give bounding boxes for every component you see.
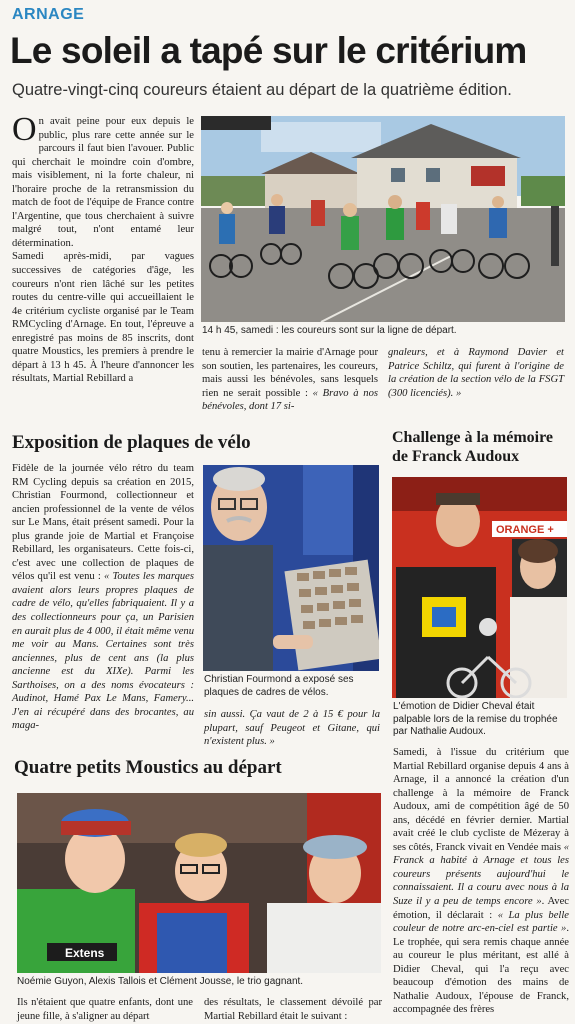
headline: Le soleil a tapé sur le critérium [10,30,527,71]
trophy-photo [392,477,567,698]
trophy-photo-caption: L'émotion de Didier Cheval était palpable lors de la remise du trophée par Nathalie Audoux. [393,701,558,737]
exposition-text: Fidèle de la journée vélo rétro du team RM Cycling depuis sa création en 2015, Christian Fourmond, collectionneur et ancien professionnel de la vente de vélos sur Le Mans, était présent samedi. Pour la plus grande joie de Martial et Françoise Rebillard, les organisateurs. Cette fois-ci, c'est avec une collection de plaques de vélos qu'il est venu : [12,463,194,583]
moustics-column-2 [204,996,382,1023]
challenge-quote-1: « Franck a habité à Arnage et tous les coureurs présents aujourd'hui le connaissaient. Il a couru avec nous à la Suze il y a peu de temps encore » [393,841,569,908]
challenge-text [393,746,569,1017]
kids-photo [17,793,381,973]
cyclists-photo [201,116,565,322]
moustics-paragraph-1: Ils n'étaient que quatre enfants, dont une jeune fille, à s'aligner au départ [17,997,193,1022]
challenge-paragraph-1: Samedi, à l'issue du critérium que Martial Rebillard organise depuis 4 ans à Arnage, il a annoncé la création d'un challenge à la mémoire de Franck Audoux, ami de compétition âgé de 50 ans, décédé en février dernier. Martial avait créé le club cycliste de Mézeray à ses côtés, Franck vivait en Vendée mais [393,747,569,853]
exposition-quote-2: sin aussi. Ça vaut de 2 à 15 € pour la plupart, sauf Peugeot et Gitane, qui n'existent plus. » [204,709,380,748]
moustics-paragraph-2: des résultats, le classement dévoilé par Martial Rebillard était le suivant : [204,997,382,1022]
exposition-column-1 [12,462,194,733]
challenge-title: Challenge à la mémoire de Franck Audoux [392,429,554,465]
kid-jersey-text: Extens [65,946,105,960]
kids-photo-caption: Noémie Guyon, Alexis Tallois et Clément Jousse, le trio gagnant. [17,976,304,987]
moustics-title: Quatre petits Moustics au départ [14,757,282,778]
main-article-quote-1: « Bravo à nos bénévoles, dont 17 si- [202,387,378,413]
dropcap: O [12,111,37,148]
main-article-paragraph-1: n avait peine pour eux depuis le public, plus rare cette année sur le parcours il faut bien l'avouer. Public qui cherchait le moindre coin d'ombre, mais visiblement, ni la forte chaleur, ni l'horaire proche de la retransmission du match de foot de l'équipe de France contre l'Argentine, que tous cherchaient à suivre malgré tout, n'ont entamé leur détermination. [12,116,194,249]
section-kicker: ARNAGE [12,6,85,23]
main-article-quote-2: gnaleurs, et à Raymond Davier et Patrice Schiltz, qui furent à l'origine de la création de la section vélo de la FSGT (300 licenciés). » [388,347,564,399]
cyclists-photo-illustration [201,116,565,322]
main-article-column-2 [202,346,378,414]
cyclists-photo-caption: 14 h 45, samedi : les coureurs sont sur la ligne de départ. [202,325,457,336]
exposition-title: Exposition de plaques de vélo [12,432,251,453]
subheadline: Quatre-vingt-cinq coureurs étaient au départ de la quatrième édition. [12,81,512,99]
main-article-column-1 [12,111,194,386]
collector-photo-caption: Christian Fourmond a exposé ses plaques de cadres de vélos. [204,674,354,698]
main-article-column-3 [388,346,564,400]
trophy-sign-text: ORANGE + [496,524,554,536]
exposition-column-2 [204,708,380,749]
challenge-quote-2: « La plus belle couleur de notre arc-en-ciel est partie » [393,909,569,935]
kids-photo-illustration [17,793,381,973]
trophy-photo-illustration [392,477,567,698]
challenge-paragraph-2: . Avec émotion, il déclarait : [393,896,570,921]
main-article-paragraph-3: tenu à remercier la mairie d'Arnage pour son soutien, les partenaires, les coureurs, mais aussi les bénévoles, sans lesquels rien ne serait possible : [202,347,378,399]
collector-photo-illustration [203,465,379,671]
exposition-quote-1: « Toutes les marques avaient alors leurs propres plaques de cadre de vélo, qu'elles fabriquaient. Il y a des collectionneurs pour ça, un Parisien en aurait plus de 4 000, il était même venu me voir au Mans. Certaines sont très anciennes, plus de cent ans (la plus ancienne est du XIXe). Parmi les Sarthoises, on a des noms évocateurs : Audinot, Hamé Pax Le Mans, Famery... J'en ai récupéré dans des brocantes, au maga- [12,571,194,732]
collector-photo [203,465,379,671]
moustics-column-1 [17,996,193,1023]
challenge-paragraph-3: . Le trophée, qui sera remis chaque année au coureur le plus méritant, est allé à Didier Cheval, qui l'a reçu avec beaucoup d'émotion des mains de Nathalie Audoux, l'épouse de Franck, accompagnée des frères [393,923,569,1016]
main-article-paragraph-2: Samedi après-midi, par vagues successives de catégories d'âge, les coureurs n'ont rien lâché sur les petites routes du centre-ville qui accueillaient le 4e critérium cycliste organisé par le Team RMCycling d'Arnage. En tout, l'épreuve a enregistré pas moins de 85 inscrits, dont quatre Moustics, les premiers à prendre le départ à 13 h 45. À l'heure d'annoncer les résultats, Martial Rebillard a [12,251,194,385]
